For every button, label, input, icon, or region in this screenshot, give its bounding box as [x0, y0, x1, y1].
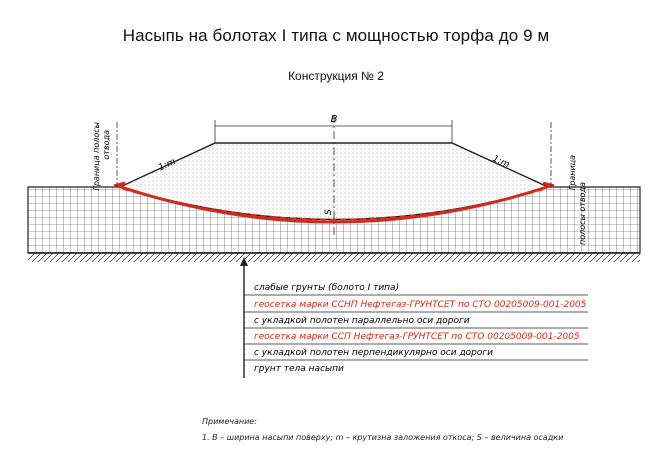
slope-label-right: 1:m: [490, 154, 511, 171]
boundary-label-left-1: Граница полосы: [92, 122, 101, 191]
slope-label-left: 1:m: [157, 157, 178, 174]
construction-subtitle: Конструкция № 2: [288, 69, 384, 83]
legend-item-parallel-laying: с укладкой полотен параллельно оси дороги: [254, 316, 470, 326]
legend-item-perpendicular-laying: с укладкой полотен перпендикулярно оси дороги: [254, 348, 493, 358]
legend-item-geogrid-ssnp: геосетка марки ССНП Нефтегаз-ГРУНТСЕТ по СТО 00205009-001-2005: [254, 300, 587, 310]
notes-heading: Примечание:: [202, 417, 257, 426]
boundary-label-right-1: Граница: [568, 155, 577, 191]
base-hatch: [28, 253, 640, 262]
legend-item-geogrid-ssp: геосетка марки ССП Нефтегаз-ГРУНТСЕТ по СТО 00205009-001-2005: [254, 332, 580, 342]
page-title: Насыпь на болотах I типа с мощностью торфа до 9 м: [122, 26, 550, 45]
legend-item-weak-soil: слабые грунты (болото I типа): [254, 283, 400, 293]
legend-item-embankment-soil: грунт тела насыпи: [254, 364, 344, 374]
settlement-label: S: [324, 209, 334, 215]
boundary-label-left-2: отвода: [102, 130, 111, 160]
boundary-label-right-2: полосы отвода: [578, 182, 587, 245]
width-label: B: [330, 114, 338, 125]
notes-item-1: 1. B – ширина насыпи поверху; m – крутизна заложения откоса; S – величина осадки: [202, 433, 564, 442]
